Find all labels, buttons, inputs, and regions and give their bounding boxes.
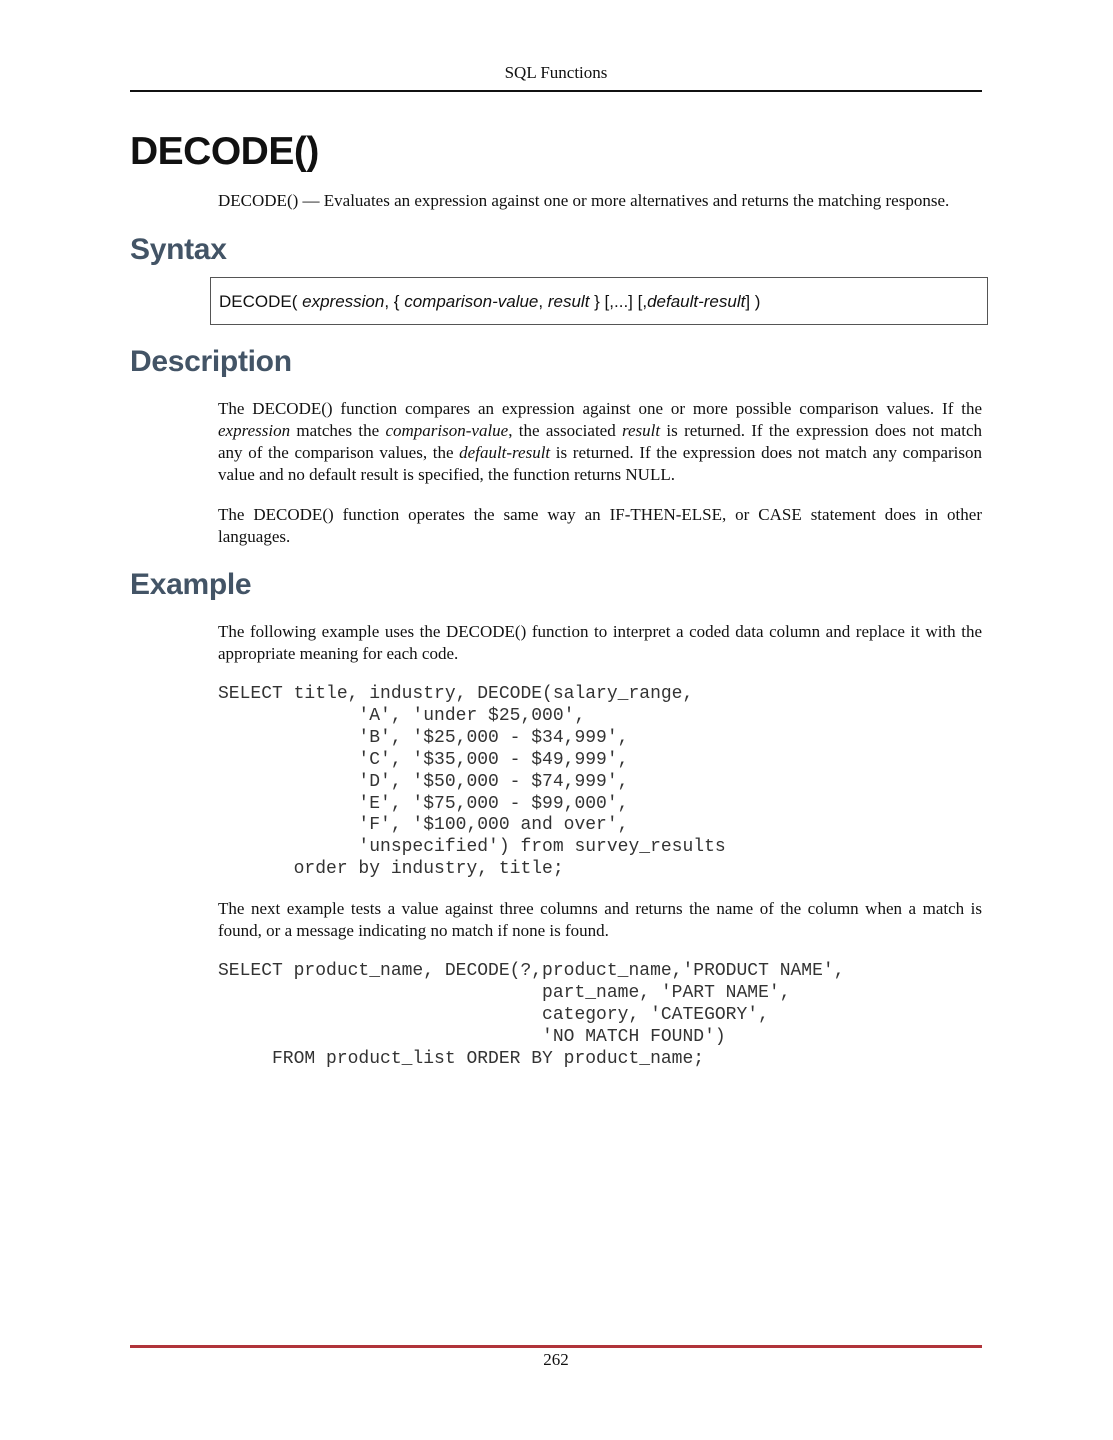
syntax-param: expression: [302, 292, 385, 311]
syntax-text: ,: [538, 292, 548, 311]
code-block-2: SELECT product_name, DECODE(?,product_name,'PRODUCT NAME', part_name, 'PART NAME', category, 'CATEGORY', 'NO MATCH FOUND') FROM product_list ORDER BY product_name;: [218, 961, 845, 1069]
syntax-param: default-result: [647, 292, 746, 311]
example-intro-2: The next example tests a value against three columns and returns the name of the column when a match is found, or a message indicating no match if none is found.: [218, 899, 982, 940]
page-number: 262: [543, 1350, 569, 1369]
syntax-text: ] ): [745, 292, 761, 311]
header-rule: [130, 90, 982, 92]
section-heading-description: Description: [130, 345, 292, 378]
refentry-summary: DECODE() — Evaluates an expression against one or more alternatives and returns the matching response.: [218, 191, 950, 210]
syntax-text: DECODE(: [219, 292, 303, 311]
section-heading-example: Example: [130, 568, 252, 601]
example-intro-1: The following example uses the DECODE() function to interpret a coded data column and replace it with the appropriate meaning for each code.: [218, 622, 982, 663]
syntax-box: [210, 277, 988, 325]
syntax-text: } [,...] [,: [589, 292, 648, 311]
code-block-1: SELECT title, industry, DECODE(salary_range, 'A', 'under $25,000', 'B', '$25,000 - $34,999', 'C', '$35,000 - $49,999', 'D', '$50,000 - $74,999', 'E', '$75,000 - $99,000', 'F', '$100,000 and over', 'unspecified') from survey_results order by industry, title;: [218, 684, 726, 880]
syntax-text: , {: [384, 292, 405, 311]
page-title: DECODE(): [130, 130, 319, 173]
syntax-param: result: [547, 292, 590, 311]
section-heading-syntax: Syntax: [130, 233, 227, 266]
description-paragraph-1: The DECODE() function compares an expression against one or more possible comparison values. If the expression matches the comparison-value, the associated result is returned. If the expression does not match any of the comparison values, the default-result is returned. If the expression does not match any comparison value and no default result is specified, the function returns NULL.: [218, 399, 982, 484]
description-paragraph-2: The DECODE() function operates the same way an IF-THEN-ELSE, or CASE statement does in other languages.: [218, 505, 982, 546]
running-header: SQL Functions: [504, 63, 608, 82]
syntax-param: comparison-value: [404, 292, 539, 311]
footer-rule: [130, 1345, 982, 1348]
